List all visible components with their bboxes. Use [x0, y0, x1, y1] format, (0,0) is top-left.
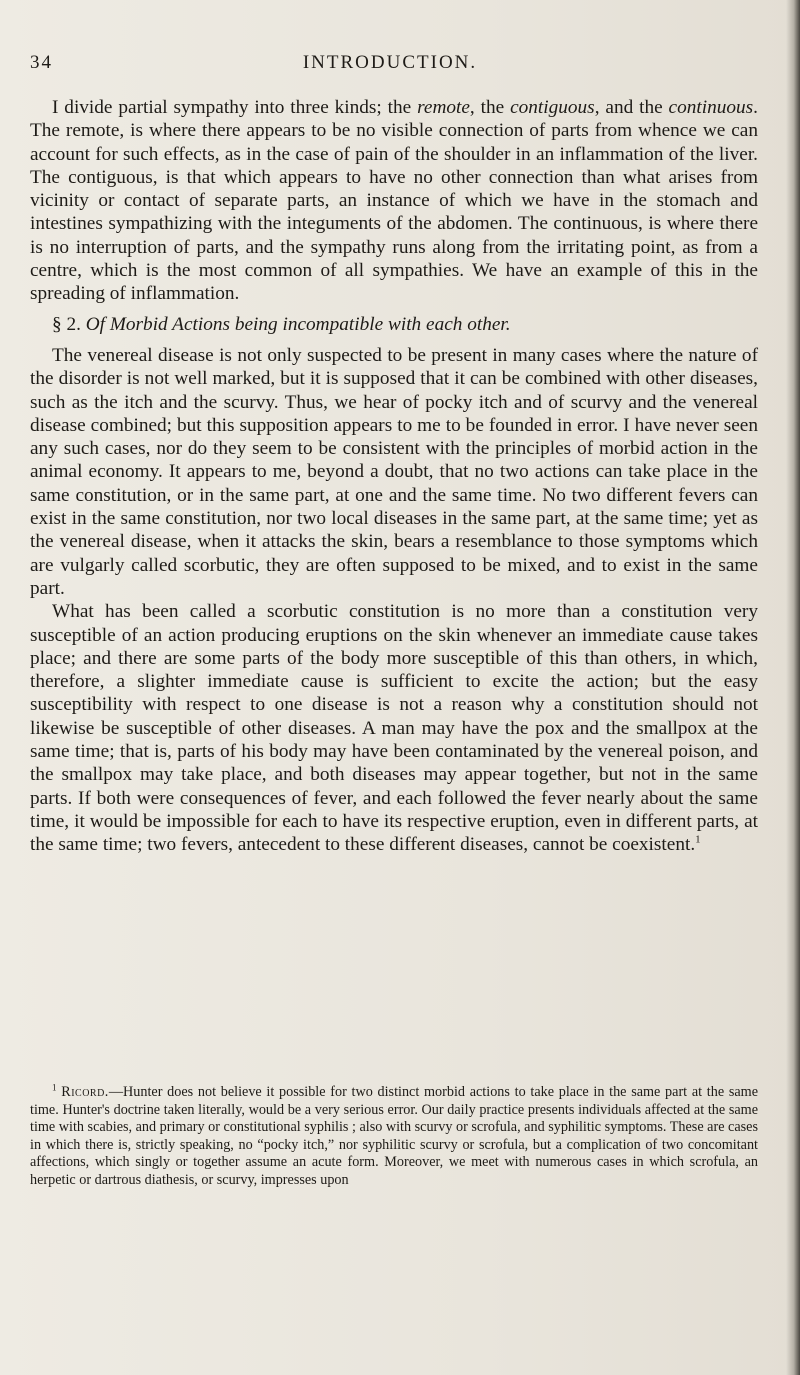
section-title: Of Morbid Actions being incompatible with each other. [85, 313, 511, 335]
page-edge-shadow [786, 0, 800, 1375]
body-text [30, 96, 758, 857]
term-remote: remote [417, 97, 470, 118]
footnote-ricord [30, 1084, 758, 1189]
footnote-reference[interactable]: 1 [695, 833, 701, 846]
paragraph-scorbutic-constitution: What has been called a scorbutic constitution is no more than a constitution very susceptible of an action producing eruptions on the skin whenever an immediate cause takes place; and there are some parts of the body more susceptible of this than others, in which, therefore, a slighter immediate cause is sufficient to excite the action; but the easy susceptibility with respect to one disease is not a reason why a constitution should not likewise be susceptible of other diseases. A man may have the pox and the smallpox at the same time; that is, parts of his body may have been contaminated by the venereal poison, and the smallpox may take place, and both diseases may appear together, but not in the same parts. If both were consequences of fever, and each followed the fever nearly about the same time, it would be impossible for each to have its respective eruption, even in different parts, at the same time; two fevers, antecedent to these different diseases, cannot be coexistent.$^1$ [30, 601, 758, 856]
footnote-marker: 1 [52, 1082, 57, 1093]
section-number: § 2. [52, 313, 81, 335]
header-title: INTRODUCTION. [302, 52, 478, 73]
footnote-text: —Hunter does not believe it possible for two distinct morbid actions to take place in the same part at the same time. Hunter's doctrine taken literally, would be a very serious error. Our daily practice presents individuals affected at the same time with scabies, and primary or constitutional syphilis ; also with scurvy or scrofula, and syphilitic symptoms. These are cases in which there is, strictly speaking, no “pocky itch,” nor syphilitic scurvy or scrofula, but a complication of two concomitant affections, which singly or together assume an acute form. Moreover, we meet with numerous cases in which scrofula, an herpetic or dartrous diathesis, or scurvy, impresses upon [30, 1084, 759, 1188]
footnote-author: Ricord. [61, 1084, 109, 1100]
footnote-section [30, 1084, 758, 1189]
paragraph-partial-sympathy: I divide partial sympathy into three kinds; the remote, the contiguous, and the continuous. The remote, is where there appears to be no visible connection of parts from whence we can account for such effects, as in the case of pain of the shoulder in an inflammation of the liver. The contiguous, is that which appears to have no other connection than what arises from vicinity or contact of separate parts, an instance of which we have in the stomach and intestines sympathizing with the integuments of the abdomen. The continuous, is where there is no interruption of parts, and the sympathy runs along from the irritating point, as from a centre, which is the most common of all sympathies. We have an example of this in the spreading of inflammation. [30, 97, 758, 305]
term-continuous: continuous [668, 97, 754, 118]
paragraph-venereal-disease: The venereal disease is not only suspected to be present in many cases where the nature of the disorder is not well marked, but it is supposed that it can be combined with other diseases, such as the itch and the scurvy. Thus, we hear of pocky itch and of scurvy and the venereal disease combined; but this supposition appears to me to be founded in error. I have never seen any such cases, nor do they seem to be consistent with the principles of morbid action in the animal economy. It appears to me, beyond a doubt, that no two actions can take place in the same constitution, or in the same part, at one and the same time. No two different fevers can exist in the same constitution, nor two local diseases in the same part, at the same time; yet as the venereal disease, when it attacks the skin, bears a resemblance to those symptoms which are vulgarly called scorbutic, they are often supposed to be mixed, and to exist in the same part. [30, 344, 758, 599]
running-head [30, 52, 750, 78]
section-heading [30, 313, 758, 336]
term-contiguous: contiguous [510, 97, 595, 118]
page-number: 34 [30, 52, 53, 73]
